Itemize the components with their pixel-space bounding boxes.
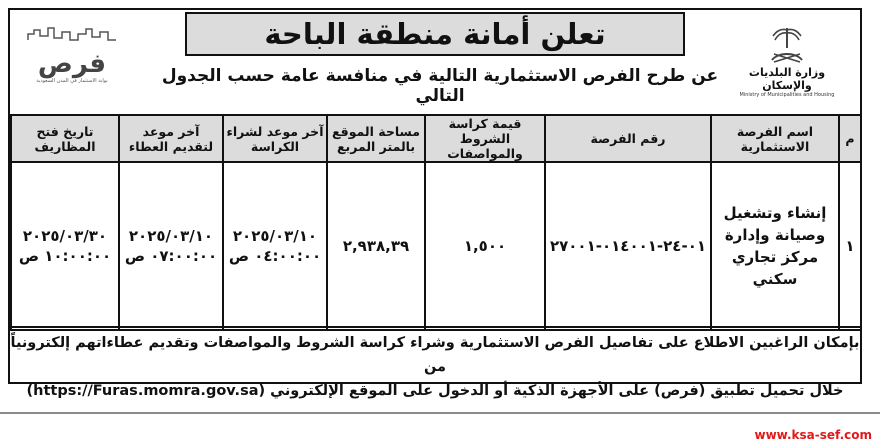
row-index: ١ xyxy=(839,162,861,330)
column-header-name: اسم الفرصة الاستثمارية xyxy=(711,115,839,162)
opportunities-table xyxy=(10,114,862,331)
column-header-bid-deadline: آخر موعد لتقديم العطاء xyxy=(119,115,223,162)
column-header-booklet-price: قيمة كراسة الشروط والمواصفات xyxy=(425,115,545,162)
column-header-number: رقم الفرصة xyxy=(545,115,711,162)
purchase-deadline xyxy=(223,162,327,330)
palm-swords-emblem-icon xyxy=(764,24,810,64)
website-watermark: www.ksa-sef.com xyxy=(754,428,872,442)
purchase-deadline-time: ٠٤:٠٠:٠٠ ص xyxy=(228,247,322,265)
table-row xyxy=(11,162,861,330)
column-header-index: م xyxy=(839,115,861,162)
furas-logo-text: فرص xyxy=(37,49,107,79)
bottom-divider xyxy=(0,412,880,414)
opening-date xyxy=(11,162,119,330)
column-header-area: مساحة الموقع بالمتر المربع xyxy=(327,115,425,162)
footer-notice xyxy=(10,326,860,399)
opening-time-value: ١٠:٠٠:٠٠ ص xyxy=(18,247,112,265)
table-header-row xyxy=(11,115,861,162)
footer-line-1: بإمكان الراغبين الاطلاع على تفاصيل الفرص الاستثمارية وشراء كراسة الشروط والمواصفات وتقديم عطاءاتهم إلكترونياً من xyxy=(10,335,860,375)
ministry-name-english: Ministry of Municipalities and Housing xyxy=(739,92,835,98)
bid-deadline xyxy=(119,162,223,330)
title-banner xyxy=(185,12,685,56)
furas-logo xyxy=(22,26,122,100)
furas-logo-subtitle: بوابة الاستثمار في المدن السعودية xyxy=(36,78,108,84)
opportunity-name: إنشاء وتشغيل وصيانة وإدارة مركز تجاري سكني xyxy=(711,162,839,330)
column-header-opening-date: تاريخ فتح المظاريف xyxy=(11,115,119,162)
purchase-deadline-date: ٢٠٢٥/٠٣/١٠ xyxy=(232,227,318,245)
advertisement-header xyxy=(10,10,860,114)
opening-date-value: ٢٠٢٥/٠٣/٣٠ xyxy=(22,227,108,245)
opportunity-number xyxy=(545,162,711,330)
ministry-logo xyxy=(728,24,846,106)
advertisement-frame xyxy=(8,8,862,399)
bid-deadline-time: ٠٧:٠٠:٠٠ ص xyxy=(124,247,218,265)
ministry-name: وزارة البلديات والإسكان xyxy=(748,66,826,92)
page-subtitle: عن طرح الفرص الاستثمارية التالية في منافسة عامة حسب الجدول التالي xyxy=(161,66,719,106)
bid-deadline-date: ٢٠٢٥/٠٣/١٠ xyxy=(128,227,214,245)
city-skyline-icon xyxy=(26,26,118,42)
opportunity-number-value: ٠١-٢٤-٠١٤٠٠١-٢٧٠٠١ xyxy=(549,237,707,255)
booklet-price: ١,٥٠٠ xyxy=(425,162,545,330)
page-title: تعلن أمانة منطقة الباحة xyxy=(264,17,606,51)
footer-line-2: خلال تحميل تطبيق (فرص) على الأجهزة الذكية أو الدخول على الموقع الإلكتروني (https://Furas.momra.gov.sa) xyxy=(26,383,844,399)
site-area: ٢,٩٣٨,٣٩ xyxy=(327,162,425,330)
column-header-purchase-deadline: آخر موعد لشراء الكراسة xyxy=(223,115,327,162)
